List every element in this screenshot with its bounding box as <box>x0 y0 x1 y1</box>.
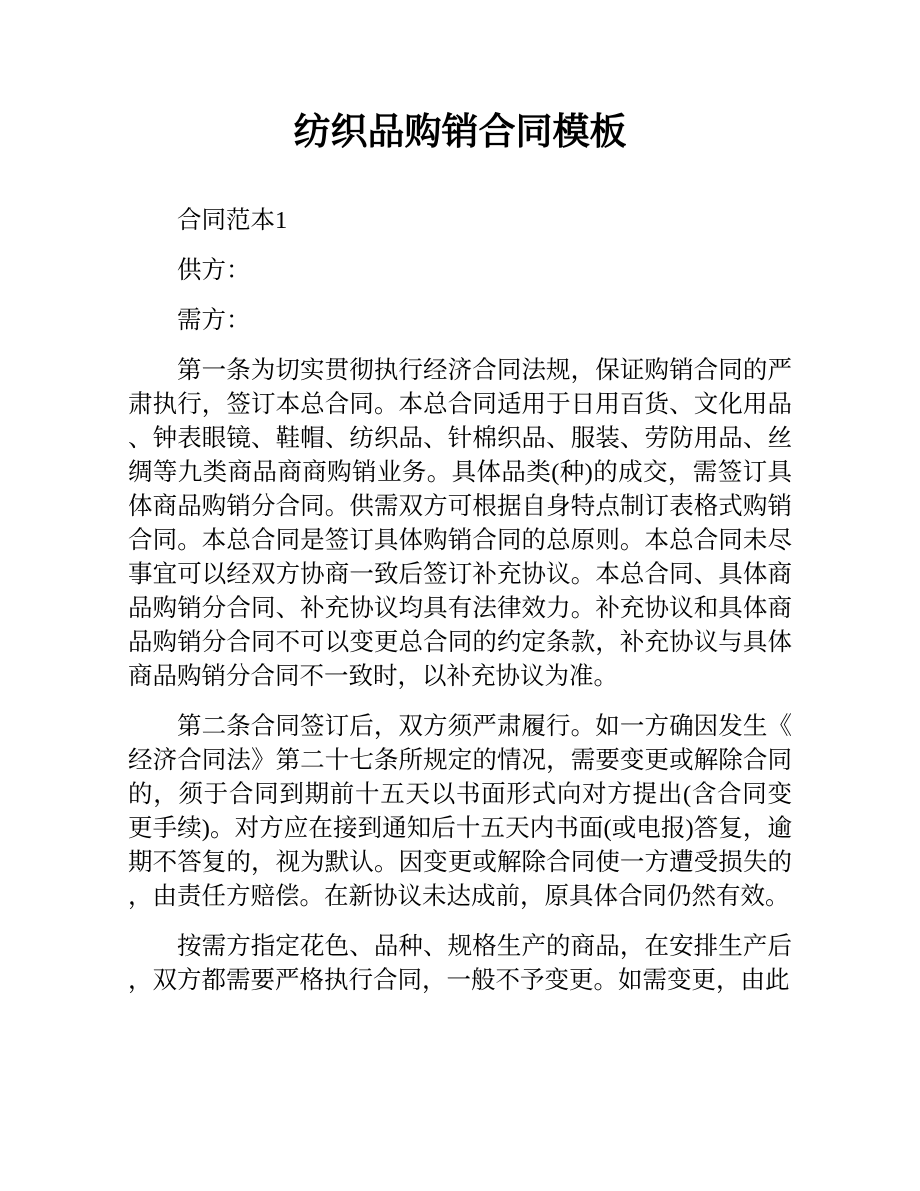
paragraph-article-2: 第二条合同签订后，双方须严肃履行。如一方确因发生《经济合同法》第二十七条所规定的情况，需要变更或解除合同的，须于合同到期前十五天以书面形式向对方提出(含合同变更手续)。对方应在接到通知后十五天内书面(或电报)答复，逾期不答复的，视为默认。因变更或解除合同使一方遭受损失的，由责任方赔偿。在新协议未达成前，原具体合同仍然有效。 <box>128 713 792 910</box>
page-title: 纺织品购销合同模板 <box>293 111 627 152</box>
paragraph-buyer-label: 需方： <box>177 307 251 334</box>
paragraph-supplier-label: 供方： <box>177 257 251 284</box>
paragraph-article-1: 第一条为切实贯彻执行经济合同法规，保证购销合同的严肃执行，签订本总合同。本总合同适用于日用百货、文化用品、钟表眼镜、鞋帽、纺织品、针棉织品、服装、劳防用品、丝绸等九类商品商商购销业务。具体品类(种)的成交，需签订具体商品购销分合同。供需双方可根据自身特点制订表格式购销合同。本总合同是签订具体购销合同的总原则。本总合同未尽事宜可以经双方协商一致后签订补充协议。本总合同、具体商品购销分合同、补充协议均具有法律效力。补充协议和具体商品购销分合同不可以变更总合同的约定条款，补充协议与具体商品购销分合同不一致时，以补充协议为准。 <box>128 357 792 690</box>
paragraph-article-3: 按需方指定花色、品种、规格生产的商品，在安排生产后，双方都需要严格执行合同，一般不予变更。如需变更，由此 <box>128 933 792 994</box>
paragraph-sample-label: 合同范本1 <box>177 207 288 234</box>
